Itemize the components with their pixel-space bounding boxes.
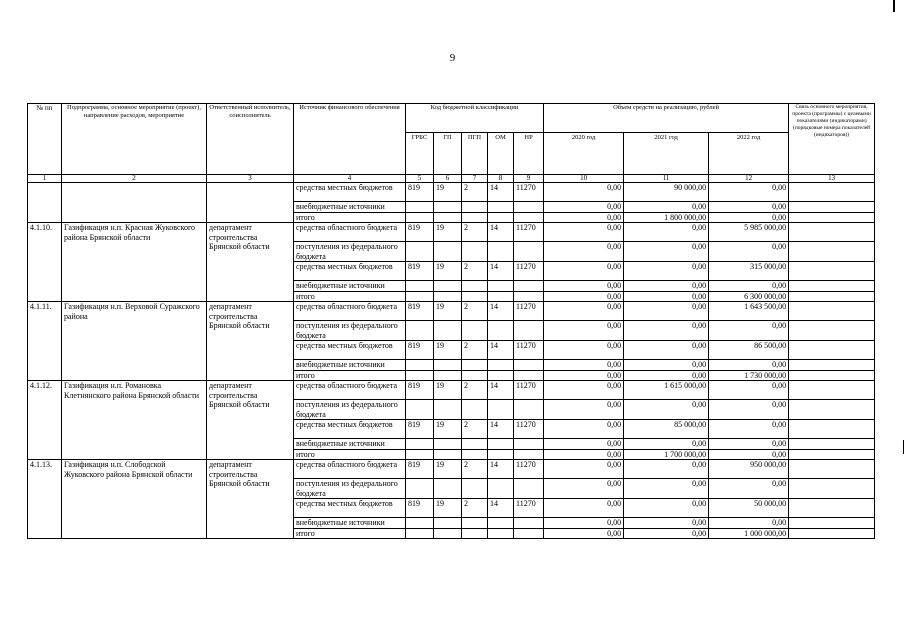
value-2021: 0,00 xyxy=(624,528,709,539)
link-cell xyxy=(789,281,875,292)
code-grbs xyxy=(406,202,434,213)
link-cell xyxy=(789,202,875,213)
code-gp xyxy=(434,518,462,529)
link-cell xyxy=(789,518,875,529)
column-number: 2 xyxy=(62,175,207,183)
code-pgp: 2 xyxy=(462,499,488,518)
source-total: итого xyxy=(294,528,406,539)
code-np xyxy=(514,528,544,539)
link-cell xyxy=(789,381,875,400)
source-total: итого xyxy=(294,291,406,302)
value-2020: 0,00 xyxy=(544,439,624,450)
code-om xyxy=(488,360,514,371)
value-2022: 0,00 xyxy=(709,439,789,450)
table-header xyxy=(28,104,875,183)
value-2020: 0,00 xyxy=(544,499,624,518)
code-gp: 19 xyxy=(434,302,462,321)
measure-name: Газификация н.п. Верховой Суражского района xyxy=(62,302,207,381)
code-grbs xyxy=(406,518,434,529)
code-grbs: 819 xyxy=(406,420,434,439)
value-2021: 0,00 xyxy=(624,479,709,499)
value-2022: 0,00 xyxy=(709,449,789,460)
code-om: 14 xyxy=(488,302,514,321)
value-2021: 0,00 xyxy=(624,262,709,281)
code-np xyxy=(514,291,544,302)
value-2020: 0,00 xyxy=(544,370,624,381)
measure-executor: департамент строительства Брянской области xyxy=(207,302,294,381)
link-cell xyxy=(789,321,875,341)
code-np xyxy=(514,479,544,499)
code-grbs xyxy=(406,400,434,420)
code-grbs xyxy=(406,291,434,302)
code-om xyxy=(488,449,514,460)
code-gp: 19 xyxy=(434,183,462,202)
code-pgp: 2 xyxy=(462,381,488,400)
measure-name: Газификация н.п. Романовка Клетнянского района Брянской области xyxy=(62,381,207,460)
code-pgp xyxy=(462,360,488,371)
value-2022: 315 000,00 xyxy=(709,262,789,281)
code-np: 11270 xyxy=(514,460,544,479)
source-extra: внебюджетные источники xyxy=(294,202,406,213)
code-om: 14 xyxy=(488,381,514,400)
value-2021: 0,00 xyxy=(624,223,709,242)
source-total: итого xyxy=(294,449,406,460)
code-pgp xyxy=(462,370,488,381)
header-link: Связь основного мероприятия, проекта (программы) с целевыми показателями (индикаторами) (порядковые номера показателей (индикаторов)) xyxy=(789,104,875,175)
code-np: 11270 xyxy=(514,262,544,281)
header-source: Источник финансового обеспечения xyxy=(294,104,406,175)
code-pgp: 2 xyxy=(462,223,488,242)
code-gp xyxy=(434,321,462,341)
value-2020: 0,00 xyxy=(544,302,624,321)
value-2021: 0,00 xyxy=(624,370,709,381)
code-np xyxy=(514,281,544,292)
link-cell xyxy=(789,528,875,539)
source-federal: поступления из федерального бюджета xyxy=(294,321,406,341)
value-2020: 0,00 xyxy=(544,223,624,242)
row-num xyxy=(28,183,62,223)
value-2020: 0,00 xyxy=(544,262,624,281)
code-om xyxy=(488,321,514,341)
link-cell xyxy=(789,439,875,450)
value-2020: 0,00 xyxy=(544,281,624,292)
code-np xyxy=(514,360,544,371)
code-gp xyxy=(434,212,462,223)
value-2020: 0,00 xyxy=(544,202,624,213)
value-2022: 6 300 000,00 xyxy=(709,291,789,302)
value-2021: 0,00 xyxy=(624,460,709,479)
value-2020: 0,00 xyxy=(544,528,624,539)
link-cell xyxy=(789,242,875,262)
column-numbers-row xyxy=(28,175,875,183)
link-cell xyxy=(789,400,875,420)
edge-mark-right xyxy=(903,440,904,454)
code-pgp xyxy=(462,281,488,292)
header-np: НР xyxy=(514,133,544,175)
value-2020: 0,00 xyxy=(544,460,624,479)
code-np xyxy=(514,439,544,450)
link-cell xyxy=(789,183,875,202)
measure-num: 4.1.13. xyxy=(28,460,62,539)
header-2021: 2021 год xyxy=(624,133,709,175)
code-gp: 19 xyxy=(434,460,462,479)
value-2022: 0,00 xyxy=(709,420,789,439)
code-gp xyxy=(434,202,462,213)
code-gp: 19 xyxy=(434,262,462,281)
code-grbs: 819 xyxy=(406,302,434,321)
column-number: 8 xyxy=(488,175,514,183)
source-extra: внебюджетные источники xyxy=(294,281,406,292)
column-number: 5 xyxy=(406,175,434,183)
code-gp: 19 xyxy=(434,499,462,518)
code-np xyxy=(514,242,544,262)
code-np: 11270 xyxy=(514,381,544,400)
value-2021: 1 700 000,00 xyxy=(624,449,709,460)
code-grbs: 819 xyxy=(406,460,434,479)
code-np: 11270 xyxy=(514,420,544,439)
code-grbs: 819 xyxy=(406,262,434,281)
value-2021: 90 000,00 xyxy=(624,183,709,202)
value-2022: 0,00 xyxy=(709,242,789,262)
link-cell xyxy=(789,479,875,499)
value-2022: 0,00 xyxy=(709,281,789,292)
source-extra: внебюджетные источники xyxy=(294,518,406,529)
table-row xyxy=(28,183,875,202)
code-pgp: 2 xyxy=(462,302,488,321)
source-oblast: средства областного бюджета xyxy=(294,460,406,479)
code-om: 14 xyxy=(488,223,514,242)
code-pgp xyxy=(462,212,488,223)
table-row xyxy=(28,460,875,479)
code-om: 14 xyxy=(488,460,514,479)
link-cell xyxy=(789,212,875,223)
source-local: средства местных бюджетов xyxy=(294,183,406,202)
code-pgp xyxy=(462,400,488,420)
header-num: № пп xyxy=(28,104,62,175)
source-oblast: средства областного бюджета xyxy=(294,302,406,321)
column-number: 11 xyxy=(624,175,709,183)
value-2020: 0,00 xyxy=(544,321,624,341)
link-cell xyxy=(789,499,875,518)
link-cell xyxy=(789,420,875,439)
column-number: 13 xyxy=(789,175,875,183)
code-np xyxy=(514,212,544,223)
code-pgp xyxy=(462,518,488,529)
code-pgp: 2 xyxy=(462,262,488,281)
code-gp xyxy=(434,528,462,539)
code-grbs xyxy=(406,439,434,450)
link-cell xyxy=(789,262,875,281)
code-om: 14 xyxy=(488,499,514,518)
code-grbs xyxy=(406,528,434,539)
code-pgp: 2 xyxy=(462,420,488,439)
measure-name: Газификация н.п. Красная Жуковского района Брянской области xyxy=(62,223,207,302)
value-2020: 0,00 xyxy=(544,518,624,529)
value-2022: 1 730 000,00 xyxy=(709,370,789,381)
code-grbs xyxy=(406,281,434,292)
source-total: итого xyxy=(294,212,406,223)
budget-table xyxy=(27,103,875,539)
code-om xyxy=(488,242,514,262)
link-cell xyxy=(789,302,875,321)
value-2020: 0,00 xyxy=(544,212,624,223)
column-number: 6 xyxy=(434,175,462,183)
code-pgp xyxy=(462,449,488,460)
header-volume: Объем средств на реализацию, рублей xyxy=(544,104,789,133)
value-2022: 1 000 000,00 xyxy=(709,528,789,539)
page-number: 9 xyxy=(449,52,456,64)
code-grbs: 819 xyxy=(406,341,434,360)
code-gp xyxy=(434,291,462,302)
code-pgp xyxy=(462,291,488,302)
measure-executor: департамент строительства Брянской области xyxy=(207,381,294,460)
code-grbs xyxy=(406,321,434,341)
code-np xyxy=(514,370,544,381)
value-2021: 1 615 000,00 xyxy=(624,381,709,400)
code-gp: 19 xyxy=(434,223,462,242)
code-grbs xyxy=(406,242,434,262)
code-np: 11270 xyxy=(514,183,544,202)
code-np xyxy=(514,400,544,420)
link-cell xyxy=(789,460,875,479)
source-federal: поступления из федерального бюджета xyxy=(294,242,406,262)
code-grbs xyxy=(406,212,434,223)
code-grbs xyxy=(406,370,434,381)
code-np: 11270 xyxy=(514,341,544,360)
value-2021: 0,00 xyxy=(624,202,709,213)
row-name xyxy=(62,183,207,223)
header-grbs: ГРБС xyxy=(406,133,434,175)
value-2022: 5 985 000,00 xyxy=(709,223,789,242)
column-number: 7 xyxy=(462,175,488,183)
table-row xyxy=(28,302,875,321)
value-2022: 86 500,00 xyxy=(709,341,789,360)
value-2020: 0,00 xyxy=(544,381,624,400)
value-2021: 0,00 xyxy=(624,291,709,302)
code-gp: 19 xyxy=(434,341,462,360)
header-budget-code: Код бюджетной классификации xyxy=(406,104,544,133)
code-np: 11270 xyxy=(514,223,544,242)
measure-executor: департамент строительства Брянской области xyxy=(207,460,294,539)
value-2020: 0,00 xyxy=(544,291,624,302)
value-2022: 0,00 xyxy=(709,400,789,420)
table-body xyxy=(28,183,875,539)
source-federal: поступления из федерального бюджета xyxy=(294,479,406,499)
code-pgp xyxy=(462,528,488,539)
row-executor xyxy=(207,183,294,223)
value-2021: 0,00 xyxy=(624,242,709,262)
code-np: 11270 xyxy=(514,302,544,321)
code-pgp xyxy=(462,202,488,213)
value-2021: 0,00 xyxy=(624,400,709,420)
header-2022: 2022 год xyxy=(709,133,789,175)
code-gp: 19 xyxy=(434,381,462,400)
source-extra: внебюджетные источники xyxy=(294,439,406,450)
source-total: итого xyxy=(294,370,406,381)
table-row xyxy=(28,223,875,242)
code-om xyxy=(488,528,514,539)
code-om xyxy=(488,281,514,292)
value-2020: 0,00 xyxy=(544,341,624,360)
header-om: ОМ xyxy=(488,133,514,175)
code-om xyxy=(488,479,514,499)
source-oblast: средства областного бюджета xyxy=(294,381,406,400)
code-gp xyxy=(434,370,462,381)
measure-name: Газификация н.п. Слободской Жуковского района Брянской области xyxy=(62,460,207,539)
value-2021: 0,00 xyxy=(624,439,709,450)
value-2021: 0,00 xyxy=(624,281,709,292)
code-gp xyxy=(434,479,462,499)
table-row xyxy=(28,381,875,400)
value-2022: 0,00 xyxy=(709,518,789,529)
value-2021: 1 800 000,00 xyxy=(624,212,709,223)
link-cell xyxy=(789,449,875,460)
source-oblast: средства областного бюджета xyxy=(294,223,406,242)
code-np xyxy=(514,321,544,341)
column-number: 9 xyxy=(514,175,544,183)
measure-num: 4.1.12. xyxy=(28,381,62,460)
column-number: 12 xyxy=(709,175,789,183)
value-2021: 0,00 xyxy=(624,518,709,529)
source-extra: внебюджетные источники xyxy=(294,360,406,371)
source-local: средства местных бюджетов xyxy=(294,341,406,360)
value-2022: 1 643 500,00 xyxy=(709,302,789,321)
value-2020: 0,00 xyxy=(544,479,624,499)
header-gp: ГП xyxy=(434,133,462,175)
code-om: 14 xyxy=(488,341,514,360)
edge-mark-top xyxy=(893,0,895,12)
code-om xyxy=(488,291,514,302)
value-2021: 0,00 xyxy=(624,302,709,321)
value-2021: 0,00 xyxy=(624,321,709,341)
code-grbs: 819 xyxy=(406,183,434,202)
code-pgp xyxy=(462,242,488,262)
code-om xyxy=(488,202,514,213)
code-om: 14 xyxy=(488,183,514,202)
source-local: средства местных бюджетов xyxy=(294,499,406,518)
column-number: 4 xyxy=(294,175,406,183)
code-om xyxy=(488,518,514,529)
value-2022: 950 000,00 xyxy=(709,460,789,479)
value-2020: 0,00 xyxy=(544,242,624,262)
code-grbs xyxy=(406,449,434,460)
code-pgp xyxy=(462,479,488,499)
code-np: 11270 xyxy=(514,499,544,518)
value-2022: 0,00 xyxy=(709,381,789,400)
value-2021: 85 000,00 xyxy=(624,420,709,439)
code-gp: 19 xyxy=(434,420,462,439)
header-2020: 2020 год xyxy=(544,133,624,175)
measure-num: 4.1.11. xyxy=(28,302,62,381)
value-2022: 0,00 xyxy=(709,360,789,371)
code-grbs xyxy=(406,360,434,371)
code-pgp: 2 xyxy=(462,341,488,360)
column-number: 3 xyxy=(207,175,294,183)
value-2020: 0,00 xyxy=(544,449,624,460)
code-gp xyxy=(434,400,462,420)
value-2022: 0,00 xyxy=(709,479,789,499)
code-pgp xyxy=(462,321,488,341)
header-pgp: ПГП xyxy=(462,133,488,175)
value-2020: 0,00 xyxy=(544,360,624,371)
code-np xyxy=(514,518,544,529)
value-2021: 0,00 xyxy=(624,499,709,518)
value-2021: 0,00 xyxy=(624,341,709,360)
code-gp xyxy=(434,449,462,460)
measure-executor: департамент строительства Брянской области xyxy=(207,223,294,302)
code-gp xyxy=(434,439,462,450)
code-grbs: 819 xyxy=(406,223,434,242)
link-cell xyxy=(789,370,875,381)
value-2020: 0,00 xyxy=(544,183,624,202)
source-local: средства местных бюджетов xyxy=(294,262,406,281)
code-om: 14 xyxy=(488,262,514,281)
value-2021: 0,00 xyxy=(624,360,709,371)
code-om xyxy=(488,400,514,420)
value-2020: 0,00 xyxy=(544,400,624,420)
value-2022: 0,00 xyxy=(709,321,789,341)
code-pgp: 2 xyxy=(462,460,488,479)
code-om xyxy=(488,370,514,381)
link-cell xyxy=(789,341,875,360)
source-federal: поступления из федерального бюджета xyxy=(294,400,406,420)
column-number: 10 xyxy=(544,175,624,183)
code-om xyxy=(488,212,514,223)
code-grbs xyxy=(406,479,434,499)
link-cell xyxy=(789,223,875,242)
value-2022: 0,00 xyxy=(709,183,789,202)
value-2022: 0,00 xyxy=(709,212,789,223)
column-number: 1 xyxy=(28,175,62,183)
code-np xyxy=(514,202,544,213)
link-cell xyxy=(789,360,875,371)
code-pgp xyxy=(462,439,488,450)
code-np xyxy=(514,449,544,460)
code-grbs: 819 xyxy=(406,499,434,518)
code-om: 14 xyxy=(488,420,514,439)
code-gp xyxy=(434,242,462,262)
link-cell xyxy=(789,291,875,302)
header-executor: Ответственный исполнитель, соисполнитель xyxy=(207,104,294,175)
value-2022: 50 000,00 xyxy=(709,499,789,518)
value-2022: 0,00 xyxy=(709,202,789,213)
header-program: Подпрограмма, основное мероприятие (проект), направление расходов, мероприятие xyxy=(62,104,207,175)
code-pgp: 2 xyxy=(462,183,488,202)
measure-num: 4.1.10. xyxy=(28,223,62,302)
value-2020: 0,00 xyxy=(544,420,624,439)
source-local: средства местных бюджетов xyxy=(294,420,406,439)
code-gp xyxy=(434,281,462,292)
code-om xyxy=(488,439,514,450)
code-grbs: 819 xyxy=(406,381,434,400)
code-gp xyxy=(434,360,462,371)
